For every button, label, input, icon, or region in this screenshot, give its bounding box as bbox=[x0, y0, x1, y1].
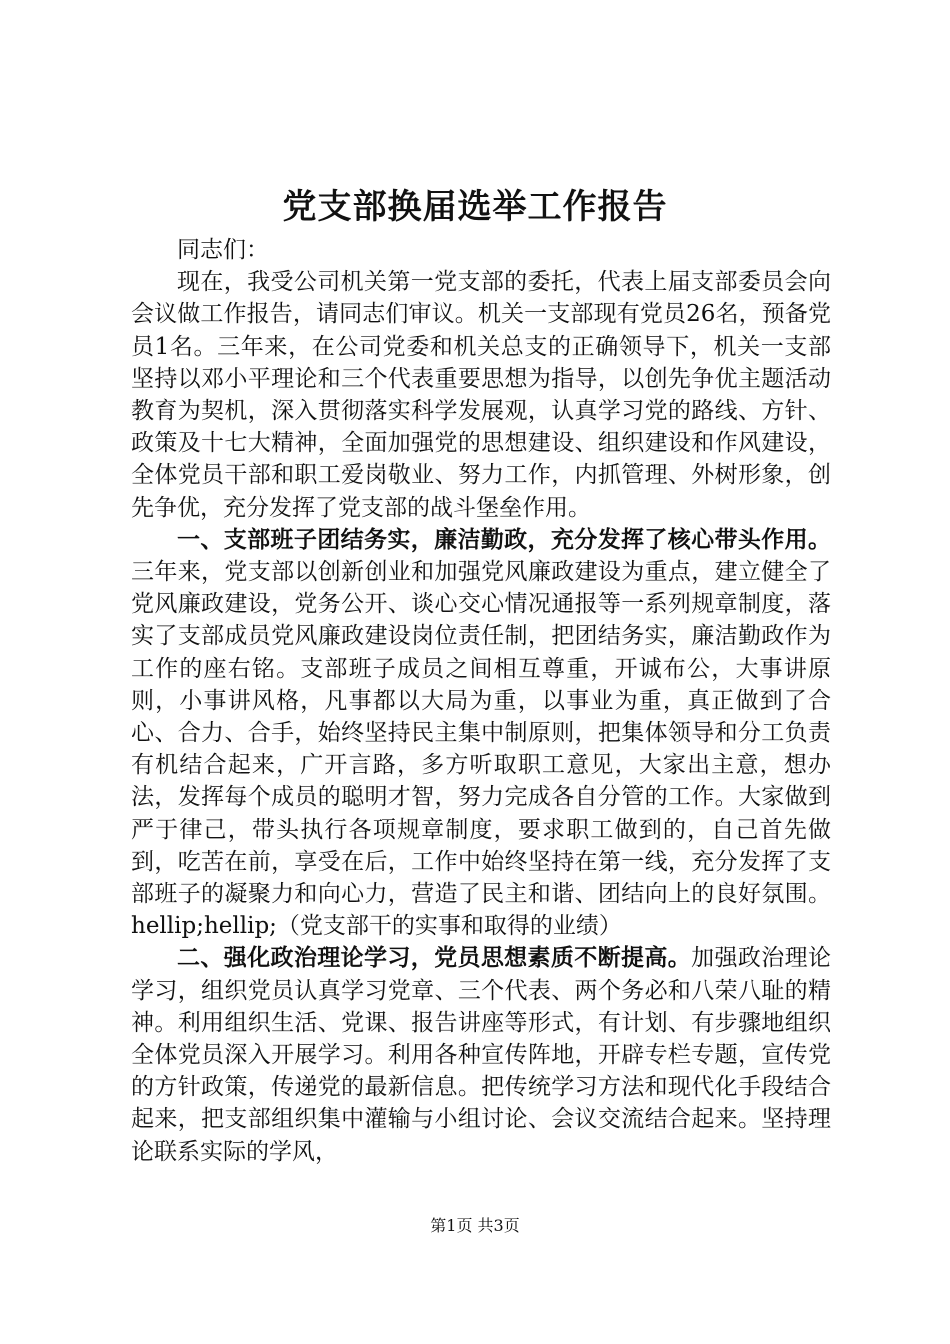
page-number-footer: 第1页 共3页 bbox=[430, 1216, 520, 1235]
section-heading: 一、支部班子团结务实，廉洁勤政，充分发挥了核心带头作用。 bbox=[177, 525, 831, 553]
paragraph-text: 现在，我受公司机关第一党支部的委托，代表上届支部委员会向会议做工作报告，请同志们审议。机关一支部现有党员26名，预备党员1名。三年来，在公司党委和机关总支的正确领导下，机关一支部坚持以邓小平理论和三个代表重要思想为指导，以创先争优主题活动教育为契机，深入贯彻落实科学发展观，认真学习党的路线、方针、政策及十七大精神，全面加强党的思想建设、组织建设和作风建设，全体党员干部和职工爱岗敬业、努力工作，内抓管理、外树形象，创先争优，充分发挥了党支部的战斗堡垒作用。 bbox=[131, 269, 831, 521]
paragraph-text: 三年来，党支部以创新创业和加强党风廉政建设为重点，建立健全了党风廉政建设，党务公开、谈心交心情况通报等一系列规章制度，落实了支部成员党风廉政建设岗位责任制，把团结务实，廉洁勤政作为工作的座右铭。支部班子成员之间相互尊重，开诚布公，大事讲原则，小事讲风格，凡事都以大局为重，以事业为重，真正做到了合心、合力、合手，始终坚持民主集中制原则，把集体领导和分工负责有机结合起来，广开言路，多方听取职工意见，大家出主意，想办法，发挥每个成员的聪明才智，努力完成各自分管的工作。大家做到严于律己，带头执行各项规章制度，要求职工做到的，自己首先做到，吃苦在前，享受在后，工作中始终坚持在第一线，充分发挥了支部班子的凝聚力和向心力，营造了民主和谐、团结向上的良好氛围。hellip;hellip;（党支部干的实事和取得的业绩） bbox=[131, 559, 831, 940]
document-title: 党支部换届选举工作报告 bbox=[282, 187, 668, 227]
document-body bbox=[131, 234, 831, 1168]
paragraph-text: 加强政治理论学习，组织党员认真学习党章、三个代表、两个务必和八荣八耻的精神。利用组织生活、党课、报告讲座等形式，有计划、有步骤地组织全体党员深入开展学习。利用各种宣传阵地，开辟专栏专题，宣传党的方针政策，传递党的最新信息。把传统学习方法和现代化手段结合起来，把支部组织集中灌输与小组讨论、会议交流结合起来。坚持理论联系实际的学风， bbox=[131, 945, 832, 1165]
salutation: 同志们： bbox=[177, 237, 269, 263]
paragraph-section-2 bbox=[131, 942, 831, 1167]
paragraph-section-1 bbox=[131, 524, 831, 943]
paragraph-intro bbox=[131, 266, 831, 524]
section-heading: 二、强化政治理论学习，党员思想素质不断提高。 bbox=[177, 944, 692, 972]
